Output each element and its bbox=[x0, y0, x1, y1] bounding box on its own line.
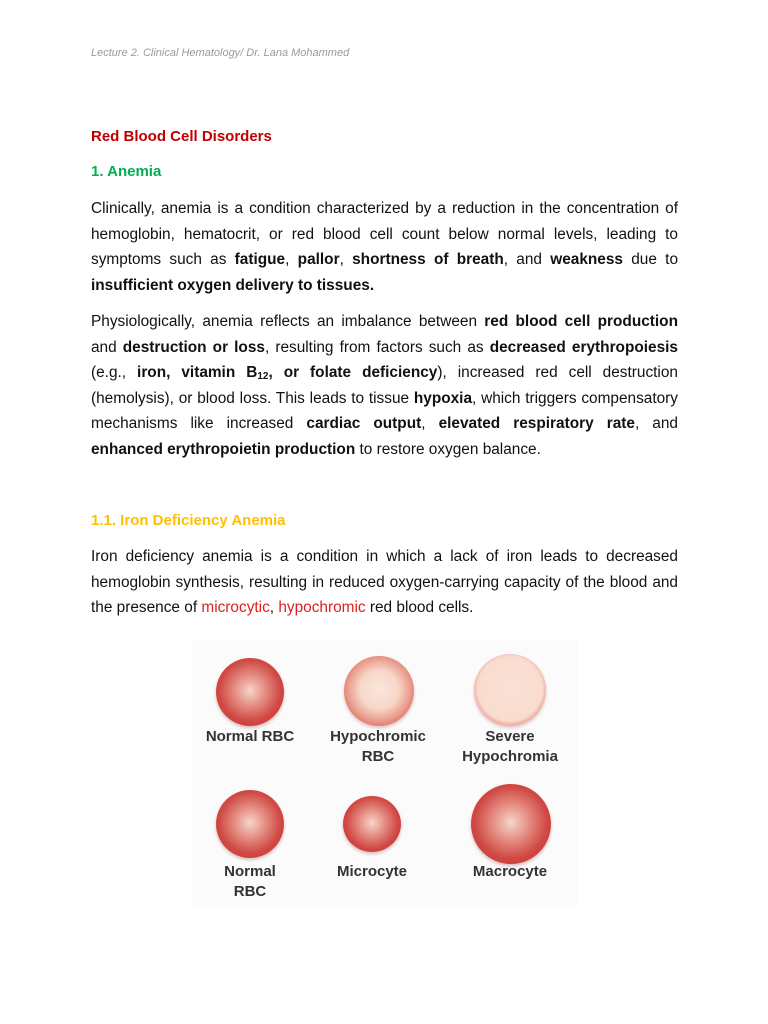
section-title: Red Blood Cell Disorders bbox=[91, 128, 272, 145]
severe-hypochromia-label: Severe Hypochromia bbox=[462, 728, 558, 765]
highlight-hypochromic: hypochromic bbox=[278, 599, 366, 616]
paragraph-iron-deficiency: Iron deficiency anemia is a condition in which a lack of iron leads to decreased hemoglobin synthesis, resulting in reduced oxygen-carrying capacity of the blood and the presence of microcytic, hypochromic red blood cells. bbox=[91, 548, 678, 616]
highlight-microcytic: microcytic bbox=[201, 599, 270, 616]
paragraph-anemia-physiological: Physiologically, anemia reflects an imbalance between red blood cell production and destruction or loss, resulting from factors such as decreased erythropoiesis (e.g., iron, vitamin $B_{12}$, or folate deficiency), increased red cell destruction (hemolysis), or blood loss. This leads to tissue hypoxia, which triggers compensatory mechanisms like increased cardiac output, elevated respiratory rate, and enhanced erythropoietin production to restore oxygen balance. bbox=[91, 313, 678, 458]
microcyte-label: Microcyte bbox=[336, 863, 408, 880]
severe-hypochromia-cell bbox=[474, 654, 546, 726]
normal-rbc-cell-2 bbox=[216, 790, 284, 858]
hypochromic-rbc-label: Hypochromic RBC bbox=[330, 728, 426, 765]
paragraph-anemia-clinical: Clinically, anemia is a condition characterized by a reduction in the concentration of hemoglobin, hematocrit, or red blood cell count below normal levels, leading to symptoms such as fatigue, pallor, shortness of breath, and weakness due to insufficient oxygen delivery to tissues. bbox=[91, 200, 679, 294]
macrocyte-cell bbox=[471, 784, 551, 864]
subsection-title: 1. Anemia bbox=[91, 163, 162, 180]
subsubsection-title: 1.1. Iron Deficiency Anemia bbox=[91, 512, 286, 529]
macrocyte-label: Macrocyte bbox=[472, 863, 548, 880]
microcyte-cell bbox=[343, 796, 401, 852]
normal-rbc-label-2: Normal RBC bbox=[224, 863, 276, 900]
page-header: Lecture 2. Clinical Hematology/ Dr. Lana Mohammed bbox=[91, 47, 350, 59]
normal-rbc-label: Normal RBC bbox=[205, 728, 295, 745]
normal-rbc-cell bbox=[216, 658, 284, 726]
rbc-morphology-figure bbox=[192, 640, 577, 905]
hypochromic-rbc-cell bbox=[344, 656, 414, 726]
